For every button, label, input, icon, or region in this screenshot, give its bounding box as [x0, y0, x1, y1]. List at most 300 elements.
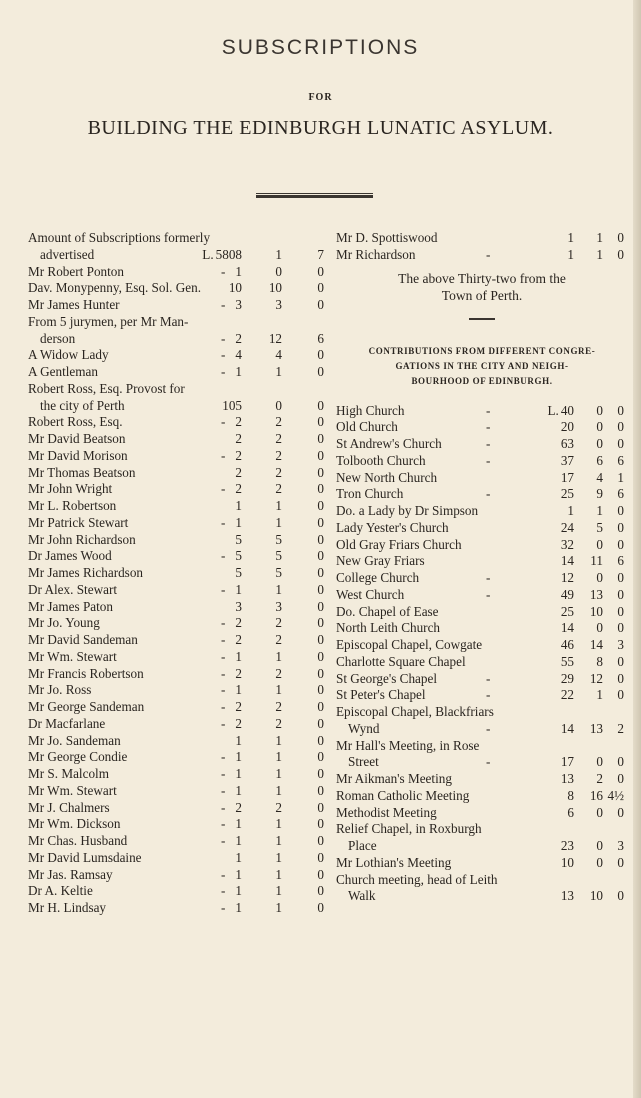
pounds-value: 46: [560, 637, 574, 652]
subscriber-name: Charlotte Square Chapel: [336, 653, 466, 669]
amount-pounds: [235, 548, 242, 565]
subscription-row: [336, 604, 628, 621]
congregations-heading: [336, 344, 628, 389]
amount-pounds: [561, 520, 574, 537]
subscription-row: [28, 883, 328, 900]
subscription-row: [28, 716, 328, 733]
pounds-value: 2: [235, 464, 242, 480]
leader-dash: -: [221, 615, 226, 631]
amount-pounds: [235, 867, 242, 884]
pounds-prefix: L.: [202, 246, 214, 262]
leader-dash: -: [486, 754, 491, 770]
subscriber-name: Methodist Meeting: [336, 804, 437, 820]
subscriber-name: New North Church: [336, 469, 438, 485]
amount-pence: 0: [317, 347, 324, 363]
subscriber-name: Mr Jo. Young: [28, 615, 100, 631]
amount-shillings: 1: [275, 498, 282, 513]
pounds-value: 63: [560, 436, 574, 451]
amount-pounds: [235, 800, 242, 817]
amount-shillings: 5: [275, 531, 282, 547]
amount-shillings: 1: [275, 849, 282, 865]
pounds-value: 1: [235, 732, 242, 748]
pounds-value: 6: [567, 804, 574, 820]
subscription-row: [28, 649, 328, 666]
amount-pounds: [202, 247, 242, 264]
pounds-value: 2: [235, 431, 242, 446]
amount-pence: 6: [617, 553, 624, 569]
subscription-row: [336, 872, 628, 889]
subscription-row: [28, 448, 328, 465]
subscriber-name: Dr A. Keltie: [28, 883, 93, 899]
amount-shillings: 1: [275, 833, 282, 848]
amount-pence: 7: [317, 246, 324, 262]
subscription-row: [28, 280, 328, 297]
subscription-row: [28, 867, 328, 884]
subscription-row: [336, 855, 628, 872]
amount-pounds: [561, 620, 574, 637]
amount-pence: 0: [617, 436, 624, 451]
amount-pence: 0: [317, 732, 324, 748]
amount-pence: 0: [317, 581, 324, 597]
amount-pence: 0: [317, 598, 324, 614]
pounds-value: 5: [235, 548, 242, 564]
amount-pounds: [235, 414, 242, 431]
pounds-value: 1: [235, 900, 242, 915]
amount-shillings: 0: [596, 402, 603, 418]
amount-pence: 0: [317, 514, 324, 530]
subscriber-name: Mr Lothian's Meeting: [336, 854, 452, 870]
amount-pence: 0: [617, 536, 624, 552]
amount-pence: 0: [317, 900, 324, 915]
subscriber-name: From 5 jurymen, per Mr Man-: [28, 313, 189, 329]
amount-pence: 0: [317, 447, 324, 463]
subscriber-name: Mr Aikman's Meeting: [336, 771, 452, 786]
amount-pence: 0: [317, 397, 324, 413]
subscriber-name: Dr Macfarlane: [28, 715, 106, 731]
amount-pence: 0: [317, 749, 324, 765]
perth-note: [336, 270, 628, 304]
amount-shillings: 10: [268, 280, 282, 296]
leader-dash: -: [221, 665, 226, 681]
page-edge: [633, 0, 641, 1098]
subscriber-name: Tolbooth Church: [336, 452, 426, 468]
amount-pounds: [235, 599, 242, 616]
subscription-row: [336, 637, 628, 654]
pounds-value: 1: [235, 648, 242, 664]
pounds-value: 3: [235, 598, 242, 614]
pounds-value: 13: [560, 888, 574, 904]
subscriber-name: Do. a Lady by Dr Simpson: [336, 503, 479, 518]
subscriber-name: Wynd: [348, 720, 380, 736]
subscriber-name: Dr Alex. Stewart: [28, 581, 117, 597]
amount-shillings: 1: [275, 682, 282, 698]
pounds-value: 20: [560, 419, 574, 435]
amount-shillings: 0: [596, 419, 603, 435]
subscriber-name: Mr Patrick Stewart: [28, 514, 129, 530]
page-subtitle: BUILDING THE EDINBURGH LUNATIC ASYLUM.: [87, 117, 554, 139]
amount-pence: 0: [317, 866, 324, 882]
subscriber-name: Mr James Hunter: [28, 297, 120, 312]
amount-pence: 0: [317, 816, 324, 832]
amount-shillings: 4: [596, 469, 603, 485]
leader-dash: -: [221, 816, 226, 832]
subscriber-name: Street: [348, 754, 379, 770]
pounds-value: 1: [235, 364, 242, 379]
subscriber-name: Tron Church: [336, 486, 404, 502]
amount-pounds: [561, 654, 574, 671]
amount-shillings: 1: [275, 648, 282, 664]
amount-pence: 0: [617, 603, 624, 619]
amount-shillings: 1: [596, 246, 603, 262]
amount-pence: 0: [317, 632, 324, 647]
amount-pounds: [235, 850, 242, 867]
amount-pounds: [235, 515, 242, 532]
amount-pounds: [235, 649, 242, 666]
pounds-value: 2: [235, 665, 242, 681]
pounds-value: 2: [235, 799, 242, 815]
subscription-row: [28, 264, 328, 281]
heading-line-3: BOURHOOD OF EDINBURGH.: [411, 375, 553, 386]
leader-dash: -: [486, 720, 491, 736]
amount-pounds: [561, 453, 574, 470]
leader-dash: -: [221, 347, 226, 363]
amount-pence: 3: [617, 637, 624, 652]
amount-pounds: [229, 280, 242, 297]
amount-pounds: [235, 900, 242, 917]
subscriber-name: Mr John Richardson: [28, 531, 136, 547]
pounds-value: 1: [235, 498, 242, 513]
pounds-value: 1: [235, 833, 242, 848]
leader-dash: -: [221, 900, 226, 915]
pounds-value: 12: [560, 570, 574, 585]
pounds-value: 1: [235, 749, 242, 765]
subscription-row: [336, 470, 628, 487]
amount-pounds: [235, 766, 242, 783]
amount-pounds: [561, 587, 574, 604]
subscription-row: [28, 398, 328, 415]
amount-shillings: 0: [596, 838, 603, 853]
pounds-value: 5: [235, 531, 242, 547]
pounds-value: 24: [560, 519, 574, 535]
subscription-row: [336, 805, 628, 822]
subscription-row: [28, 666, 328, 683]
leader-dash: -: [221, 799, 226, 815]
subscription-row: [336, 486, 628, 503]
subscriber-name: Mr L. Robertson: [28, 498, 117, 513]
amount-pounds: [235, 749, 242, 766]
amount-pence: 0: [317, 766, 324, 781]
pounds-value: 10: [560, 854, 574, 870]
subscription-row: [28, 749, 328, 766]
amount-shillings: 14: [589, 637, 603, 652]
subscription-row: [336, 721, 628, 738]
pounds-value: 5: [235, 565, 242, 580]
amount-shillings: 12: [268, 330, 282, 346]
subscriber-name: Mr Wm. Stewart: [28, 648, 117, 664]
amount-pounds: [235, 582, 242, 599]
subscription-row: [28, 314, 328, 331]
amount-pence: 0: [317, 782, 324, 798]
amount-shillings: 5: [275, 565, 282, 580]
amount-shillings: 10: [589, 888, 603, 904]
amount-pounds: [561, 754, 574, 771]
amount-pence: 0: [617, 620, 624, 636]
pounds-value: 17: [560, 469, 574, 485]
amount-pence: 0: [317, 699, 324, 714]
pounds-value: 1: [235, 883, 242, 899]
amount-pounds: [561, 687, 574, 704]
subscription-row: [28, 582, 328, 599]
subscriber-name: Dr James Wood: [28, 548, 112, 564]
amount-pounds: [235, 448, 242, 465]
leader-dash: -: [221, 330, 226, 346]
amount-pounds: [222, 398, 242, 415]
amount-shillings: 0: [596, 570, 603, 585]
pounds-value: 2: [235, 330, 242, 346]
subscriber-name: Dav. Monypenny, Esq. Sol. Gen.: [28, 280, 202, 296]
subscriber-name: Mr S. Malcolm: [28, 766, 109, 781]
subscriber-name: Mr Wm. Dickson: [28, 816, 121, 832]
pounds-value: 2: [235, 632, 242, 647]
pounds-value: 1: [235, 581, 242, 597]
subscriber-name: West Church: [336, 586, 405, 602]
subscriber-name: Do. Chapel of Ease: [336, 603, 439, 619]
amount-pounds: [235, 699, 242, 716]
subscription-row: [336, 888, 628, 905]
amount-pounds: [235, 481, 242, 498]
subscriber-name: Church meeting, head of Leith: [336, 871, 498, 887]
amount-shillings: 1: [596, 230, 603, 245]
subscriber-name: Walk: [348, 888, 376, 904]
pounds-value: 1: [567, 503, 574, 518]
divider-rule-thin: [256, 193, 373, 194]
amount-pence: 0: [317, 531, 324, 547]
subscriber-name: Mr John Wright: [28, 481, 113, 497]
amount-pence: 0: [317, 464, 324, 480]
amount-pence: 0: [317, 648, 324, 664]
amount-shillings: 2: [275, 431, 282, 446]
amount-shillings: 1: [275, 782, 282, 798]
leader-dash: -: [486, 452, 491, 468]
amount-pounds: [567, 247, 574, 264]
leader-dash: -: [486, 246, 491, 262]
pounds-value: 8: [567, 787, 574, 803]
leader-dash: -: [221, 548, 226, 564]
amount-shillings: 1: [275, 246, 282, 262]
amount-pence: 0: [317, 833, 324, 848]
leader-dash: -: [486, 419, 491, 435]
subscription-row: [336, 537, 628, 554]
title-for: FOR: [308, 92, 333, 103]
amount-pence: 0: [617, 246, 624, 262]
amount-pence: 0: [317, 565, 324, 580]
subscriber-name: derson: [40, 330, 76, 346]
amount-pounds: [235, 297, 242, 314]
subscription-row: [28, 297, 328, 314]
amount-pence: 6: [317, 330, 324, 346]
amount-shillings: 1: [275, 866, 282, 882]
amount-shillings: 2: [275, 632, 282, 647]
perth-note-line-1: The above Thirty-two from the: [398, 270, 566, 286]
subscription-row: [28, 850, 328, 867]
amount-pounds: [547, 403, 574, 420]
subscription-row: [336, 838, 628, 855]
leader-dash: -: [221, 514, 226, 530]
amount-pounds: [561, 721, 574, 738]
pounds-value: 3: [235, 297, 242, 312]
amount-pounds: [561, 604, 574, 621]
subscriber-name: advertised: [40, 246, 95, 262]
leader-dash: -: [221, 481, 226, 497]
amount-pounds: [235, 264, 242, 281]
subscriber-name: Mr Wm. Stewart: [28, 782, 117, 798]
subscription-row: [336, 704, 628, 721]
amount-pounds: [567, 230, 574, 247]
amount-shillings: 0: [596, 536, 603, 552]
amount-pence: 0: [317, 263, 324, 279]
pounds-value: 37: [560, 452, 574, 468]
perth-note-line-2: Town of Perth.: [441, 287, 523, 303]
pounds-value: 105: [222, 397, 242, 413]
amount-pounds: [235, 565, 242, 582]
amount-pence: 0: [617, 804, 624, 820]
subscription-row: [28, 532, 328, 549]
amount-pence: 0: [617, 586, 624, 602]
amount-pence: 2: [617, 720, 624, 736]
amount-pence: 0: [617, 230, 624, 245]
subscriber-name: Amount of Subscriptions formerly: [28, 230, 211, 245]
divider-rule: [256, 195, 373, 198]
amount-pounds: [561, 855, 574, 872]
leader-dash: -: [221, 648, 226, 664]
subscription-row: [336, 738, 628, 755]
amount-shillings: 3: [275, 598, 282, 614]
amount-shillings: 2: [596, 771, 603, 786]
amount-pounds: [561, 537, 574, 554]
pounds-value: 13: [560, 771, 574, 786]
congregations-list: [336, 403, 628, 906]
subscriber-name: Mr George Condie: [28, 749, 128, 765]
subscriber-name: Mr Jas. Ramsay: [28, 866, 113, 882]
subscriber-name: Roman Catholic Meeting: [336, 787, 470, 803]
amount-pence: 0: [317, 364, 324, 379]
pounds-value: 1: [235, 849, 242, 865]
amount-pence: 0: [317, 665, 324, 681]
amount-pence: 0: [617, 503, 624, 518]
subscriber-name: Mr David Sandeman: [28, 632, 138, 647]
pounds-value: 23: [560, 838, 574, 853]
subscriber-name: Old Gray Friars Church: [336, 536, 462, 552]
amount-shillings: 0: [596, 804, 603, 820]
subscription-row: [336, 403, 628, 420]
pounds-value: 5808: [215, 246, 242, 262]
amount-pence: 0: [617, 402, 624, 418]
amount-pounds: [235, 682, 242, 699]
subscriber-name: Place: [348, 838, 377, 853]
amount-pounds: [235, 465, 242, 482]
pounds-value: 1: [235, 514, 242, 530]
subscription-row: [28, 230, 328, 247]
amount-pence: 0: [617, 419, 624, 435]
subscriber-name: New Gray Friars: [336, 553, 425, 569]
amount-shillings: 1: [275, 749, 282, 765]
amount-shillings: 2: [275, 799, 282, 815]
amount-pounds: [561, 637, 574, 654]
short-divider: [469, 318, 495, 320]
amount-pence: 0: [317, 548, 324, 564]
amount-pence: 0: [317, 280, 324, 296]
amount-shillings: 0: [275, 397, 282, 413]
amount-pence: 0: [617, 570, 624, 585]
amount-pounds: [561, 570, 574, 587]
subscription-row: [28, 331, 328, 348]
leader-dash: -: [486, 586, 491, 602]
subscription-row: [28, 632, 328, 649]
heading-line-1: CONTRIBUTIONS FROM DIFFERENT CONGRE-: [368, 345, 596, 356]
amount-pounds: [561, 486, 574, 503]
pounds-value: 14: [560, 553, 574, 569]
leader-dash: -: [221, 833, 226, 848]
amount-shillings: 0: [275, 263, 282, 279]
subscription-row: [336, 553, 628, 570]
subscription-row: [336, 671, 628, 688]
amount-shillings: 3: [275, 297, 282, 312]
subscription-row: [28, 833, 328, 850]
subscriber-name: Mr J. Chalmers: [28, 799, 110, 815]
pounds-value: 14: [560, 720, 574, 736]
amount-shillings: 2: [275, 715, 282, 731]
amount-pounds: [235, 498, 242, 515]
amount-shillings: 12: [589, 670, 603, 686]
subscription-row: [28, 364, 328, 381]
subscriber-name: A Widow Lady: [28, 347, 109, 363]
pounds-value: 25: [560, 603, 574, 619]
leader-dash: -: [486, 687, 491, 703]
amount-pounds: [235, 733, 242, 750]
amount-pence: 0: [317, 297, 324, 312]
subscription-row: [336, 503, 628, 520]
amount-pounds: [561, 553, 574, 570]
pounds-value: 1: [235, 682, 242, 698]
subscription-row: [28, 766, 328, 783]
pounds-value: 4: [235, 347, 242, 363]
subscriber-name: A Gentleman: [28, 364, 98, 379]
leader-dash: -: [221, 682, 226, 698]
subscriber-name: Mr D. Spottiswood: [336, 230, 438, 245]
amount-shillings: 6: [596, 452, 603, 468]
pounds-value: 17: [560, 754, 574, 770]
subscriber-name: Old Church: [336, 419, 398, 435]
amount-pence: 0: [317, 883, 324, 899]
pounds-value: 14: [560, 620, 574, 636]
amount-pounds: [561, 671, 574, 688]
subscription-row: [28, 900, 328, 917]
subscriber-name: Mr David Beatson: [28, 431, 126, 446]
amount-pence: 0: [317, 799, 324, 815]
subscriber-name: Mr Richardson: [336, 246, 416, 262]
leader-dash: -: [221, 364, 226, 379]
subscriber-name: Robert Ross, Esq.: [28, 414, 123, 430]
subscriber-name: Mr James Richardson: [28, 565, 144, 580]
subscriber-name: St George's Chapel: [336, 670, 438, 686]
amount-shillings: 8: [596, 653, 603, 669]
amount-pounds: [235, 666, 242, 683]
amount-pounds: [561, 470, 574, 487]
subscriber-name: Mr Chas. Husband: [28, 833, 128, 848]
amount-pence: 0: [617, 687, 624, 703]
subscription-row: [28, 414, 328, 431]
amount-pence: 0: [617, 771, 624, 786]
